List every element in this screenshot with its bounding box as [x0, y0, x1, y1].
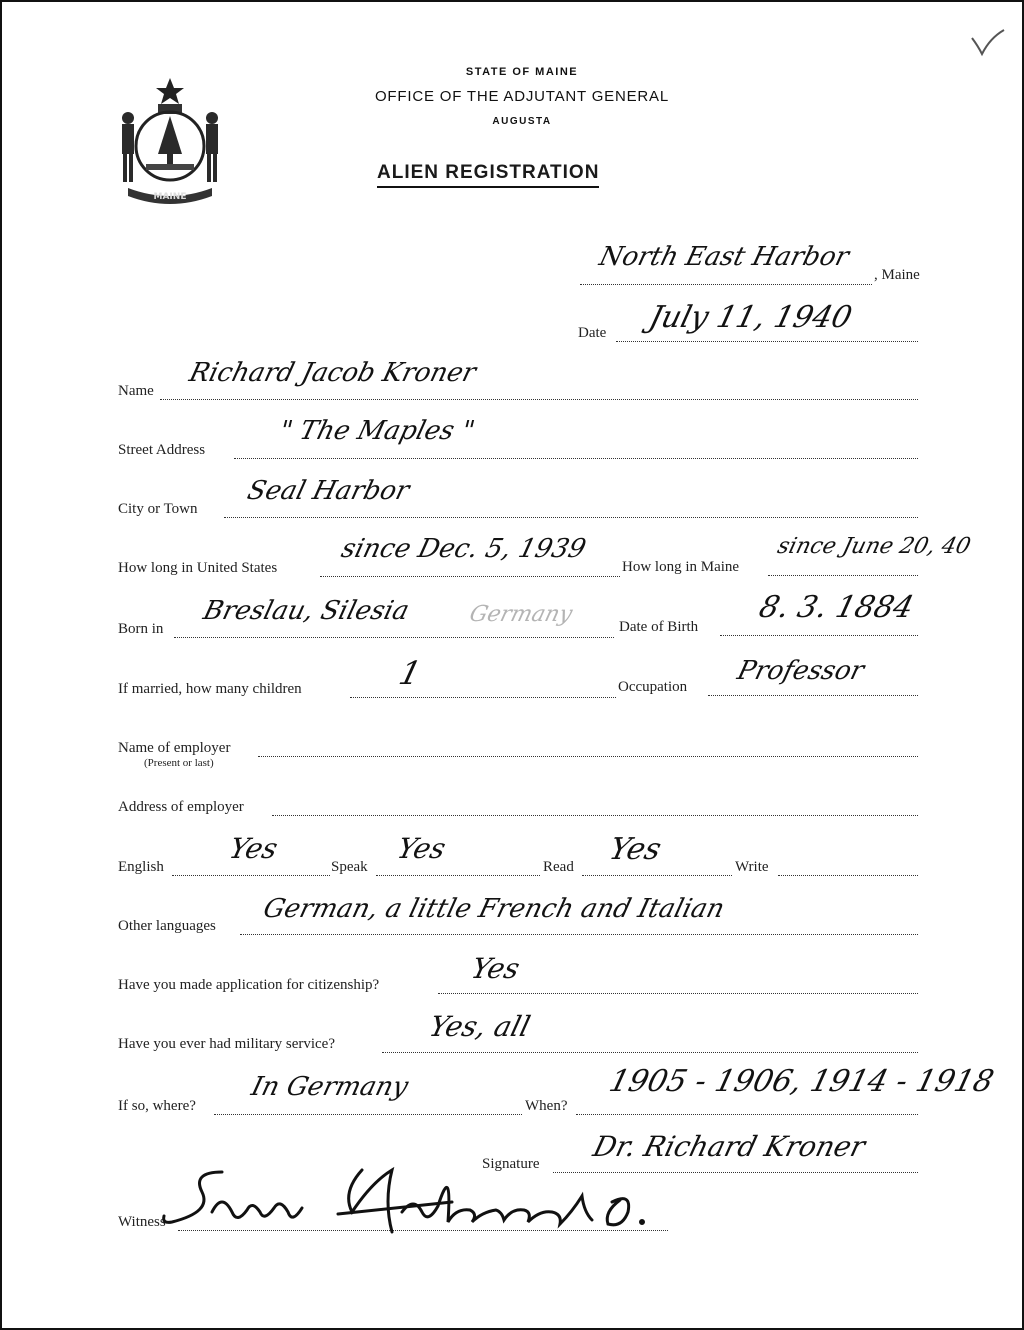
how-long-maine-line	[768, 575, 918, 576]
how-long-maine-value: since June 20, 40	[774, 534, 974, 559]
date-value: July 11, 1940	[645, 300, 856, 335]
dob-value: 8. 3. 1884	[755, 590, 918, 625]
city-line	[224, 517, 918, 518]
form-title: ALIEN REGISTRATION	[377, 162, 599, 188]
how-long-us-value: since Dec. 5, 1939	[338, 534, 589, 564]
other-languages-value: German, a little French and Italian	[260, 894, 728, 924]
employer-line	[258, 756, 918, 757]
how-long-maine-label: How long in Maine	[622, 559, 740, 575]
english-value: Yes	[225, 832, 282, 865]
when-line	[576, 1114, 918, 1115]
occupation-line	[708, 695, 918, 696]
street-label: Street Address	[118, 442, 206, 458]
english-line	[172, 875, 330, 876]
speak-line	[376, 875, 540, 876]
maine-label: , Maine	[874, 267, 920, 283]
witness-label: Witness	[118, 1214, 166, 1230]
children-label: If married, how many children	[118, 681, 302, 697]
other-languages-label: Other languages	[118, 918, 216, 934]
office-heading: OFFICE OF THE ADJUTANT GENERAL	[374, 88, 670, 105]
write-line	[778, 875, 918, 876]
military-label: Have you ever had military service?	[118, 1036, 335, 1052]
born-in-label: Born in	[118, 621, 164, 637]
born-in-note: Germany	[466, 602, 575, 627]
name-value: Richard Jacob Kroner	[186, 358, 479, 388]
employer-address-label: Address of employer	[118, 799, 244, 815]
when-label: When?	[525, 1098, 568, 1114]
citizenship-line	[438, 993, 918, 994]
where-value: In Germany	[248, 1072, 412, 1102]
citizenship-label: Have you made application for citizenship?	[118, 977, 380, 993]
where-line	[214, 1114, 522, 1115]
children-value: 1	[395, 654, 426, 692]
read-line	[582, 875, 732, 876]
born-in-value: Breslau, Silesia	[200, 596, 413, 626]
where-label: If so, where?	[118, 1098, 196, 1114]
other-languages-line	[240, 934, 918, 935]
employer-address-line	[272, 815, 918, 816]
when-value: 1905 - 1906, 1914 - 1918	[605, 1064, 998, 1099]
occupation-value: Professor	[734, 656, 868, 686]
witness-signature	[152, 1152, 672, 1252]
read-label: Read	[543, 859, 574, 875]
employer-label: Name of employer	[118, 740, 231, 756]
name-line	[160, 399, 918, 400]
state-heading: STATE OF MAINE	[465, 66, 579, 78]
city-value: Seal Harbor	[244, 476, 413, 506]
city-heading: AUGUSTA	[492, 116, 552, 127]
how-long-us-line	[320, 576, 620, 577]
occupation-label: Occupation	[618, 679, 688, 695]
speak-value: Yes	[393, 832, 450, 865]
english-label: English	[118, 859, 164, 875]
military-value: Yes, all	[425, 1010, 534, 1043]
military-line	[382, 1052, 918, 1053]
date-line	[616, 341, 918, 342]
read-value: Yes	[605, 832, 665, 867]
check-mark-icon	[968, 24, 1008, 64]
place-line	[580, 284, 872, 285]
maine-state-seal-icon	[114, 76, 226, 206]
how-long-us-label: How long in United States	[118, 560, 278, 576]
street-value: " The Maples "	[276, 416, 478, 446]
svg-text:MAINE: MAINE	[153, 192, 187, 202]
signature-label: Signature	[482, 1156, 540, 1172]
place-value: North East Harbor	[596, 242, 852, 272]
citizenship-value: Yes	[467, 952, 524, 985]
write-label: Write	[735, 859, 769, 875]
born-in-line	[174, 637, 614, 638]
dob-label: Date of Birth	[619, 619, 699, 635]
street-line	[234, 458, 918, 459]
employer-sublabel: (Present or last)	[144, 757, 214, 769]
name-label: Name	[118, 383, 154, 399]
date-label: Date	[578, 325, 607, 341]
dob-line	[720, 635, 918, 636]
signature-value: Dr. Richard Kroner	[589, 1130, 869, 1163]
children-line	[350, 697, 616, 698]
speak-label: Speak	[331, 859, 368, 875]
city-label: City or Town	[118, 501, 198, 517]
